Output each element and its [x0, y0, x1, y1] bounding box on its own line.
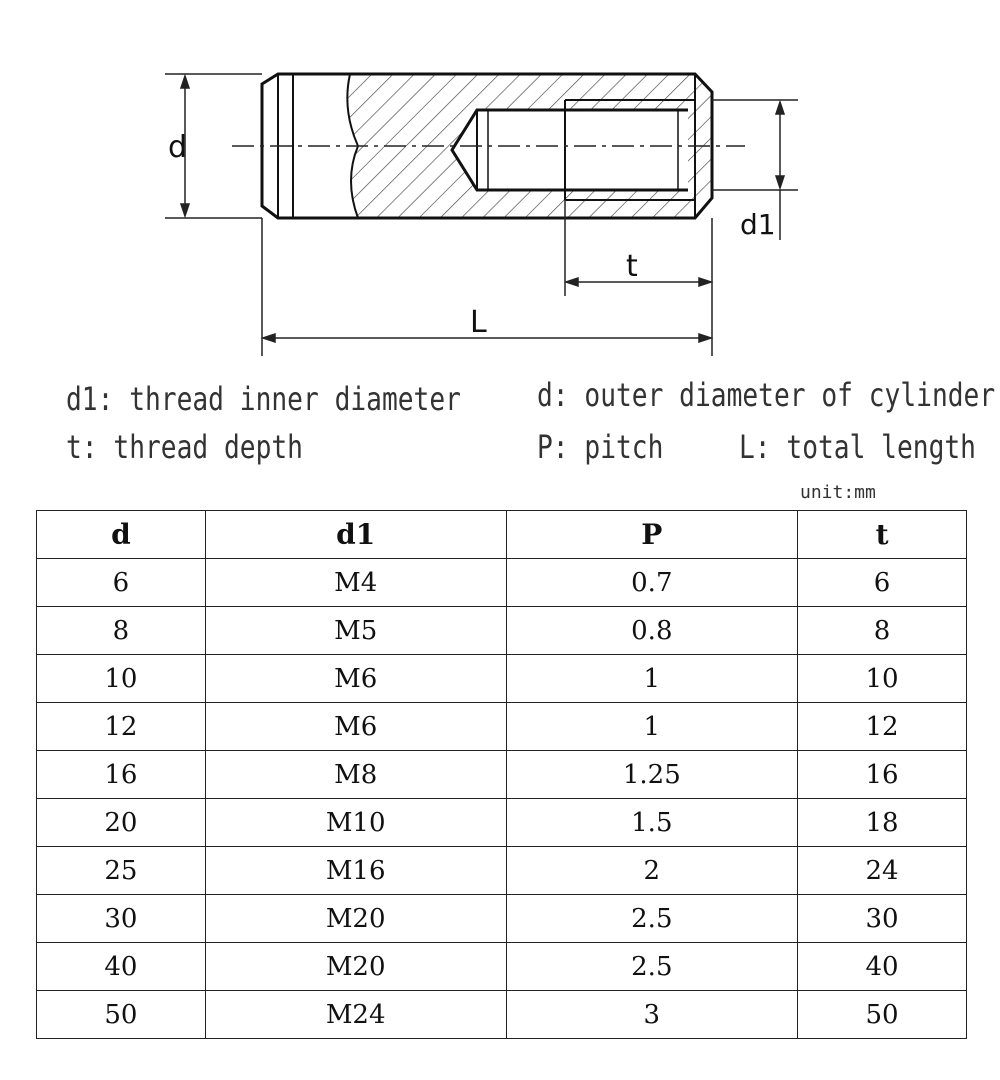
threaded-hole [452, 100, 695, 200]
unit-label: unit:mm [800, 482, 876, 503]
cell-d1: M20 [205, 895, 506, 943]
label-L: L [470, 305, 487, 340]
cell-d: 40 [37, 943, 206, 991]
pin-technical-drawing [0, 0, 1000, 370]
table-header-row [37, 511, 967, 559]
label-d: d [168, 130, 188, 165]
table-row [37, 559, 967, 607]
cell-P: 1.5 [506, 799, 798, 847]
cell-P: 0.7 [506, 559, 798, 607]
cell-P: 0.8 [506, 607, 798, 655]
table-row [37, 703, 967, 751]
cell-d1: M10 [205, 799, 506, 847]
table-row [37, 991, 967, 1039]
cell-d1: M5 [205, 607, 506, 655]
cell-t: 18 [798, 799, 967, 847]
cell-t: 8 [798, 607, 967, 655]
cell-d: 6 [37, 559, 206, 607]
cell-t: 10 [798, 655, 967, 703]
cell-d1: M6 [205, 655, 506, 703]
header-d: d [37, 511, 206, 559]
cell-t: 6 [798, 559, 967, 607]
table-row [37, 847, 967, 895]
header-P: P [506, 511, 798, 559]
cell-d: 25 [37, 847, 206, 895]
table-row [37, 607, 967, 655]
header-d1: d1 [205, 511, 506, 559]
table-row [37, 895, 967, 943]
cell-t: 30 [798, 895, 967, 943]
cell-P: 2 [506, 847, 798, 895]
cell-t: 24 [798, 847, 967, 895]
cell-t: 12 [798, 703, 967, 751]
cell-P: 1 [506, 655, 798, 703]
header-t: t [798, 511, 967, 559]
cell-d1: M24 [205, 991, 506, 1039]
legend-d1: d1: thread inner diameter [66, 380, 461, 418]
cell-d1: M6 [205, 703, 506, 751]
cell-d1: M8 [205, 751, 506, 799]
label-d1: d1 [740, 208, 776, 241]
cell-P: 1.25 [506, 751, 798, 799]
cell-t: 50 [798, 991, 967, 1039]
cell-d1: M4 [205, 559, 506, 607]
cell-P: 3 [506, 991, 798, 1039]
spec-table [36, 510, 967, 1039]
cell-d1: M20 [205, 943, 506, 991]
table-row [37, 799, 967, 847]
cell-d1: M16 [205, 847, 506, 895]
cell-t: 16 [798, 751, 967, 799]
cell-d: 12 [37, 703, 206, 751]
legend-P: P: pitch [537, 428, 664, 466]
dimension-t [565, 200, 712, 356]
cell-d: 50 [37, 991, 206, 1039]
cell-P: 1 [506, 703, 798, 751]
legend-L: L: total length [739, 428, 976, 466]
legend-d: d: outer diameter of cylinder [537, 376, 996, 414]
cell-d: 10 [37, 655, 206, 703]
cell-P: 2.5 [506, 895, 798, 943]
table-row [37, 943, 967, 991]
label-t: t [626, 249, 638, 284]
cell-d: 30 [37, 895, 206, 943]
cell-t: 40 [798, 943, 967, 991]
table-row [37, 751, 967, 799]
cell-P: 2.5 [506, 943, 798, 991]
cell-d: 20 [37, 799, 206, 847]
table-row [37, 655, 967, 703]
legend-t: t: thread depth [66, 428, 303, 466]
cell-d: 8 [37, 607, 206, 655]
cell-d: 16 [37, 751, 206, 799]
